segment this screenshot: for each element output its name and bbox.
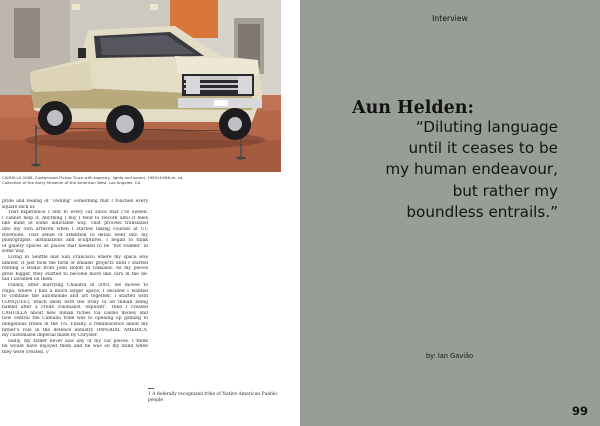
article-body	[2, 199, 148, 356]
body-line: Riverside. That sense of attention to detail went into my	[2, 232, 148, 238]
body-line: tail I lavished on them.	[2, 277, 54, 283]
body-line: of gallery spaces as places that needed to be “hot rodded” in	[2, 243, 148, 249]
body-line: named after a crude colonialist ‘explorer’. Then I created	[2, 305, 148, 311]
section-label: Interview	[432, 14, 468, 23]
body-line: Living in Seattle and San Francisco where my space was	[8, 254, 148, 260]
body-line: to combine the automobile and art together. I started with	[2, 294, 148, 300]
photo-caption	[2, 175, 282, 186]
body-line: Finally, after marrying Chandra in 2003, we moved to	[8, 282, 148, 288]
body-line: CAHUILLA about new Indian riches via casino money and	[2, 310, 148, 316]
page-number: 99	[571, 404, 588, 418]
body-line: like mine in some indictable way. That process translated	[2, 221, 148, 227]
caption-line-1: CAHUILLA 2006, Customized Pickup Truck with tapestry, lights and sound, 1983x1984cm, ca.	[2, 175, 184, 180]
body-line: he would have enjoyed them and he was on my mind when	[2, 344, 148, 350]
truck-illustration	[0, 0, 281, 172]
body-line: father’s role in the defence industry IMPERIAL AMERICA,	[2, 327, 148, 333]
quote-line: but rather my	[452, 181, 558, 200]
right-page	[300, 0, 600, 426]
body-line: some way.	[2, 249, 25, 255]
footnote-divider	[148, 388, 154, 389]
pull-quote	[338, 117, 558, 223]
body-line: into my own artwork when I started taking courses at UC	[2, 226, 148, 232]
body-line: they were created. //	[2, 350, 49, 356]
footnote-line-1: 1 A federally recognized tribe of Native American Pueblo	[148, 392, 277, 397]
body-line: I cannot help it. Anything I buy I tend to rework until it feels	[2, 215, 148, 221]
quote-line: my human endeavour,	[385, 160, 558, 179]
caption-line-2: Collection of the Autry Museum of the American West, Los Angeles, CA	[2, 180, 141, 186]
body-line: Napa, where I had a much larger space, I decided I wanted	[2, 288, 148, 294]
body-line: square inch of.	[2, 204, 36, 210]
body-line: CONQUEST, which dealt with the irony of an Indian being	[2, 299, 148, 305]
headline-name: Aun Helden:	[352, 98, 474, 118]
body-line: photographs, installations and sculptures. I began to think	[2, 238, 148, 244]
body-line: indigenous tribes in the US. Finally, a reminiscence about my	[2, 322, 148, 328]
body-line: renting a studio from John Roloff in Oakland. As my pieces	[2, 266, 148, 272]
quote-line: boundless entrails.”	[406, 202, 558, 221]
footnote-line-2: people	[148, 397, 164, 403]
body-line: how central the Cahuilla tribe was to opening up gaming to	[2, 316, 148, 322]
body-line: grew bigger, they started to become more like cars in the de-	[2, 271, 148, 277]
body-line: That experience I lent to every car since that I’ve owned.	[8, 210, 148, 216]
quote-line: until it ceases to be	[408, 139, 558, 158]
body-line: limited, it just took the form of smaller projects until I started	[2, 260, 148, 266]
body-line: my customized imperial made by Chrysler.	[2, 333, 98, 339]
byline: by: Ian Gavião	[426, 352, 474, 360]
body-line: Sadly, my father never saw any of my car pieces. I think	[8, 338, 148, 344]
truck-photo	[0, 0, 281, 172]
body-line: pride and feeling of “owning” something that I touched every	[2, 199, 148, 204]
footnote	[148, 392, 298, 404]
quote-line: “Diluting language	[415, 118, 558, 136]
